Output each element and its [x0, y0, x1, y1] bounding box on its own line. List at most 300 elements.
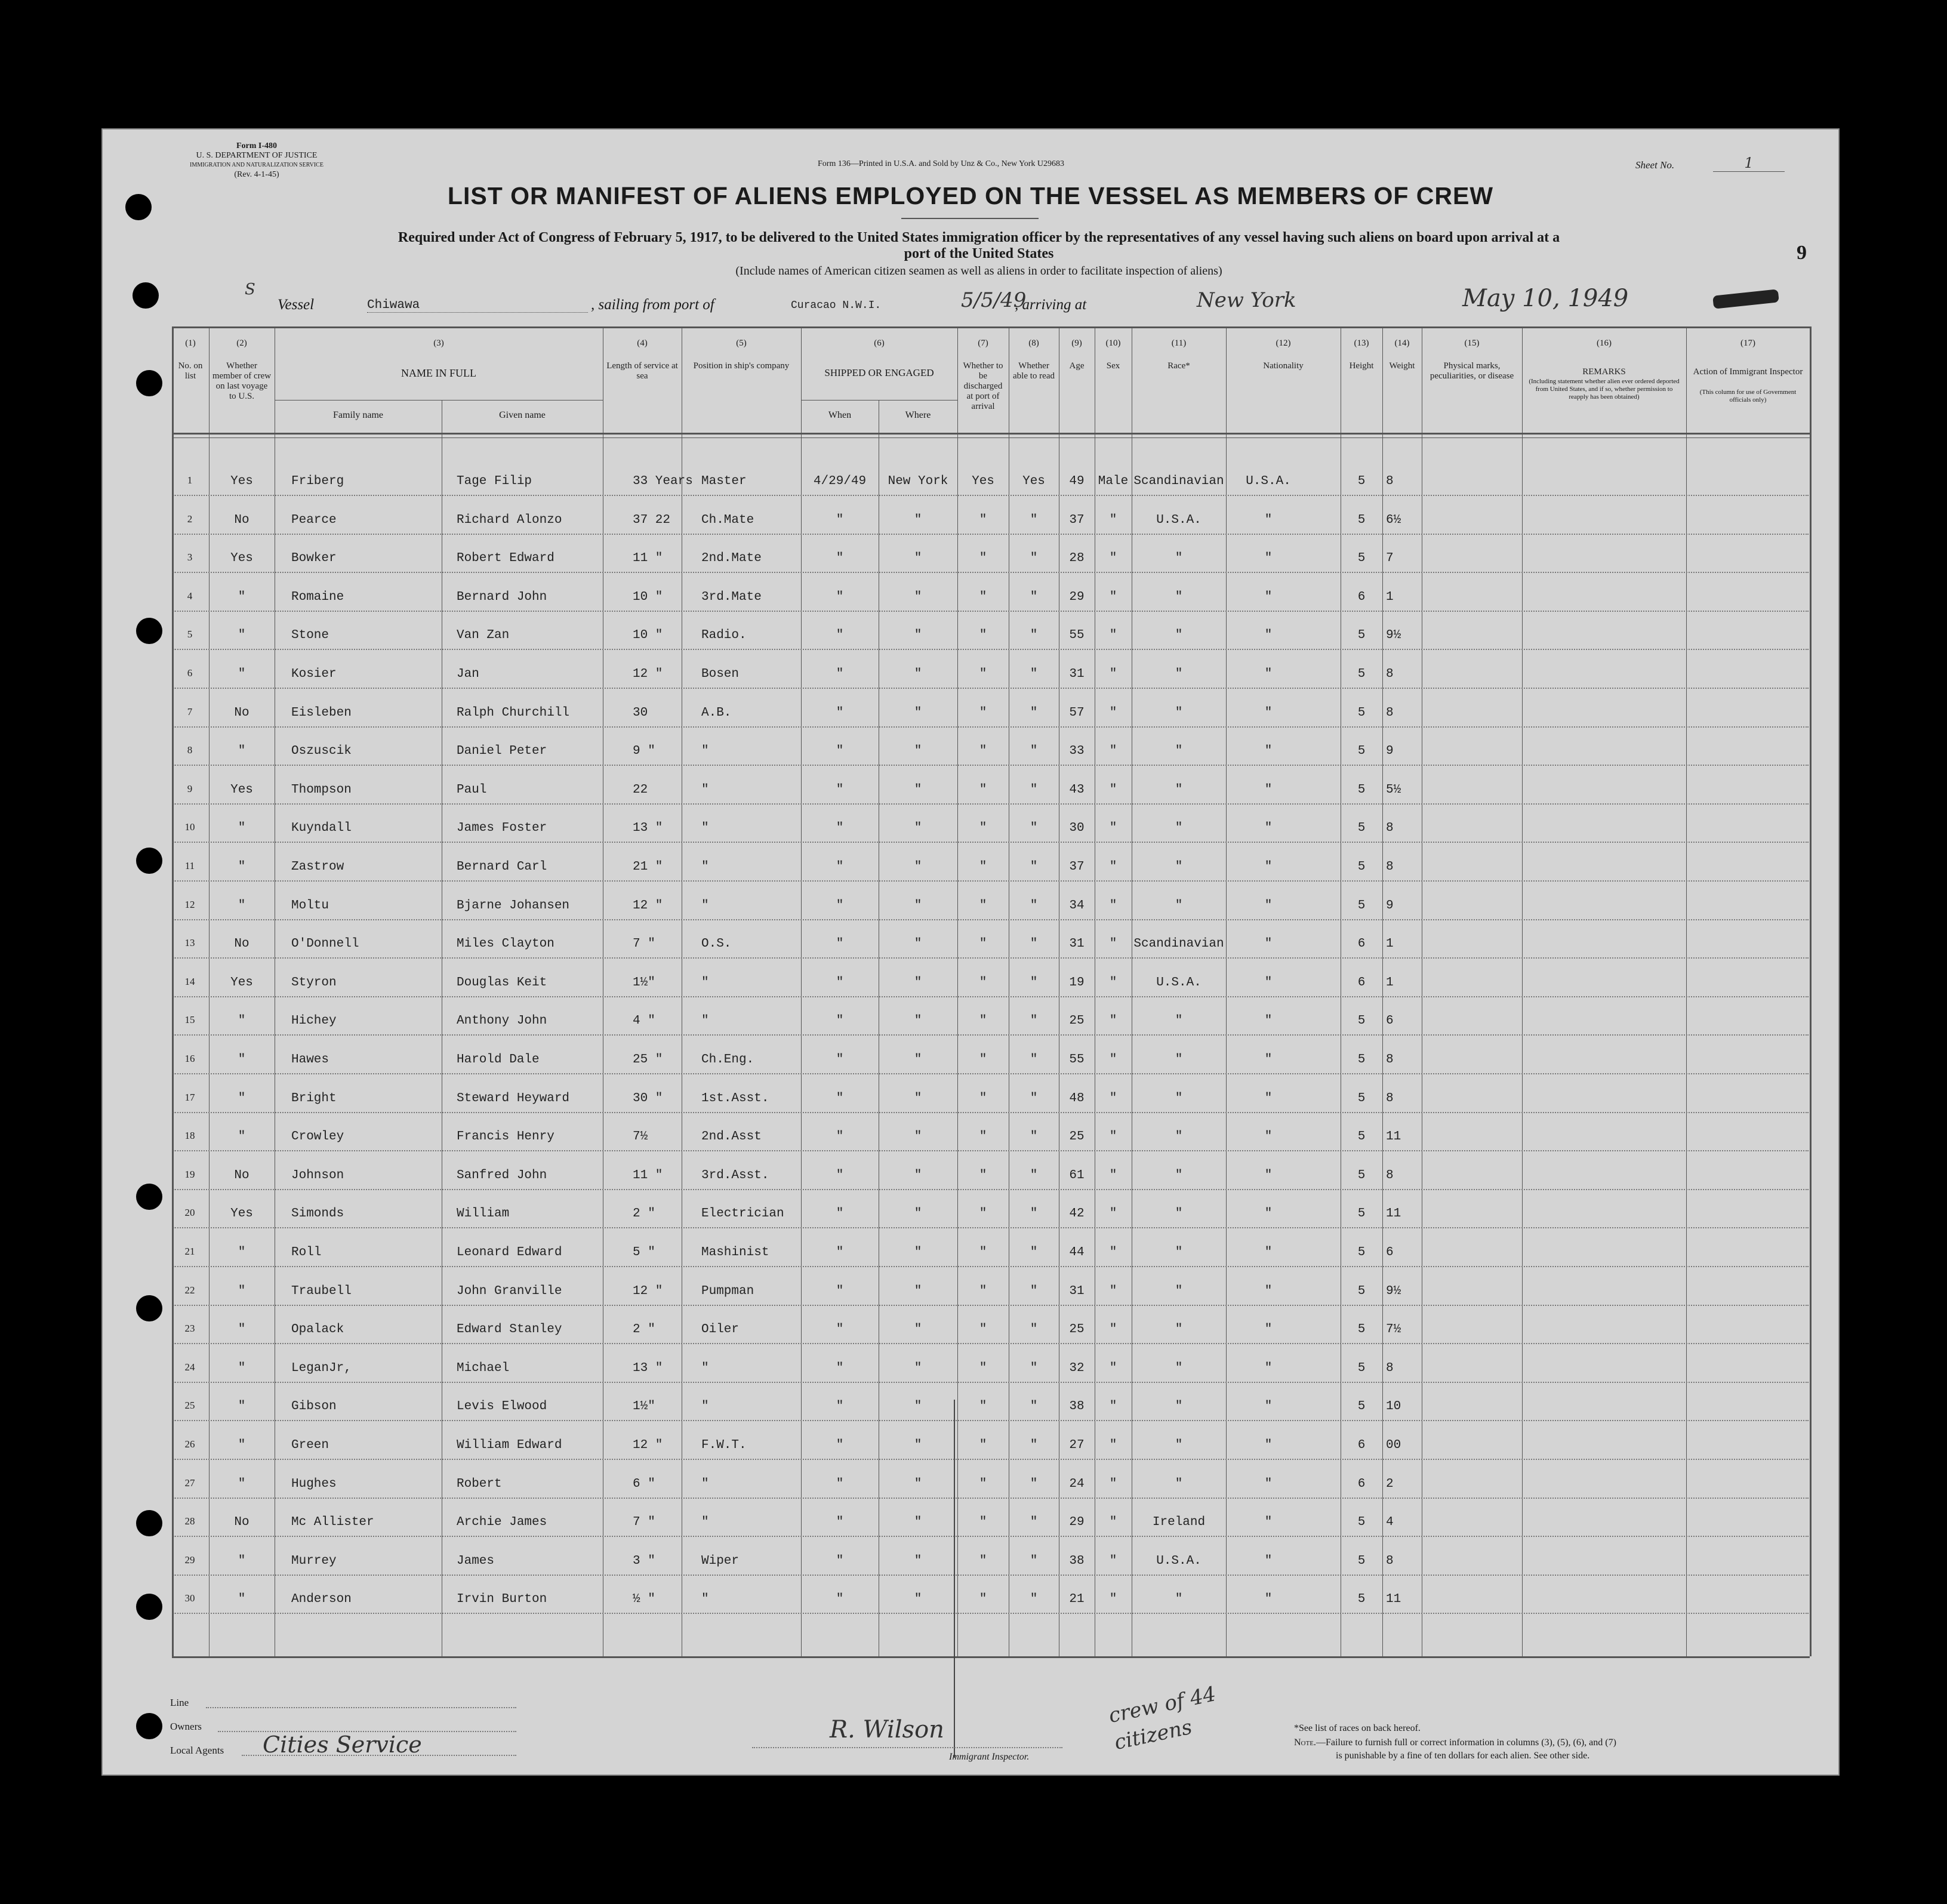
cell-last: Yes: [230, 975, 253, 990]
shipped-when-header: When: [828, 410, 852, 420]
cell-given: Sanfred John: [457, 1168, 547, 1182]
cell-height: 5: [1357, 860, 1366, 874]
cell-no: 12: [184, 898, 195, 910]
cell-no: 22: [184, 1284, 195, 1296]
cell-weight: 9: [1386, 898, 1394, 913]
cell-no: 21: [184, 1246, 195, 1257]
cell-when: ": [836, 552, 844, 566]
cell-given: Irvin Burton: [457, 1592, 547, 1607]
column-header-c2: Whether member of crew on last voyage to U.S.: [212, 361, 272, 401]
cell-position: Pumpman: [701, 1284, 754, 1298]
cell-height: 5: [1357, 1091, 1366, 1105]
cell-no: 2: [187, 513, 193, 525]
cell-family: Oszuscik: [291, 744, 352, 759]
cell-given: Van Zan: [457, 628, 510, 643]
punch-hole: [136, 1295, 162, 1321]
cell-height: 5: [1357, 782, 1366, 797]
cell-last: ": [238, 1323, 246, 1337]
cell-service: 5 ": [633, 1246, 655, 1259]
cell-service: 12 ": [633, 1438, 663, 1452]
cell-weight: 8: [1386, 475, 1394, 488]
cell-weight: 6: [1386, 1014, 1394, 1028]
note-text-2: is punishable by a fine of ten dollars for each alien. See other side.: [1336, 1751, 1590, 1761]
crew-note: crew of 44 citizens: [1106, 1682, 1218, 1755]
vessel-prefix: S: [245, 281, 255, 298]
cell-no: 8: [187, 744, 193, 756]
cell-given: Anthony John: [457, 1014, 547, 1028]
cell-height: 5: [1357, 744, 1366, 759]
cell-family: Eisleben: [291, 705, 352, 720]
cell-height: 5: [1357, 1323, 1366, 1337]
cell-weight: 11: [1386, 1130, 1401, 1144]
cell-disch: ": [979, 782, 987, 797]
cell-service: 11 ": [633, 552, 663, 566]
column-header-c4: Length of service at sea: [606, 361, 678, 381]
cell-service: 7 ": [633, 937, 655, 951]
column-header-c13: Height: [1349, 361, 1374, 371]
cell-sex: ": [1109, 1246, 1117, 1259]
cell-height: 5: [1357, 667, 1366, 681]
cell-no: 17: [184, 1091, 195, 1103]
cell-last: No: [234, 1168, 249, 1182]
row-rule: [173, 1266, 1809, 1267]
cell-position: ": [701, 1014, 709, 1028]
cell-no: 25: [184, 1400, 195, 1412]
row-rule: [173, 957, 1809, 959]
cell-position: 1st.Asst.: [701, 1091, 769, 1105]
cell-when: ": [836, 1592, 844, 1607]
cell-nat: ": [1264, 1207, 1273, 1221]
punch-hole: [136, 1184, 162, 1210]
cell-no: 7: [187, 705, 193, 717]
cell-read: ": [1030, 1091, 1038, 1105]
row-rule: [173, 1420, 1809, 1421]
cell-disch: ": [979, 1130, 987, 1144]
cell-nat: ": [1264, 667, 1273, 681]
cell-weight: 11: [1386, 1207, 1401, 1221]
cell-height: 5: [1357, 1515, 1366, 1530]
cell-age: 55: [1069, 628, 1085, 643]
cell-nat: ": [1264, 552, 1273, 566]
cell-position: Bosen: [701, 667, 740, 681]
cell-read: ": [1030, 590, 1038, 604]
cell-sex: ": [1109, 937, 1117, 951]
cell-no: 14: [184, 975, 195, 987]
punch-hole: [136, 618, 162, 644]
cell-race: ": [1175, 782, 1183, 797]
cell-age: 57: [1069, 705, 1085, 720]
cell-nat: ": [1264, 821, 1273, 836]
cell-no: 19: [184, 1168, 195, 1180]
cell-disch: ": [979, 1014, 987, 1028]
cell-age: 38: [1069, 1554, 1085, 1568]
column-header-c5: Position in ship's company: [693, 361, 790, 371]
cell-family: Green: [291, 1438, 329, 1452]
cell-no: 10: [184, 821, 195, 833]
vessel-name: Chiwawa: [367, 298, 588, 313]
cell-position: ": [701, 782, 709, 797]
cell-where: ": [914, 1284, 922, 1298]
cell-read: ": [1030, 860, 1038, 874]
cell-service: 7½: [633, 1130, 648, 1144]
cell-when: ": [836, 1246, 844, 1259]
form-id-block: [173, 141, 340, 180]
cell-weight: 00: [1386, 1438, 1401, 1452]
cell-disch: ": [979, 1053, 987, 1067]
cell-no: 6: [187, 667, 193, 679]
column-divider: [1686, 326, 1687, 1656]
cell-last: ": [238, 1284, 246, 1298]
cell-service: 13 ": [633, 821, 663, 836]
cell-disch: ": [979, 975, 987, 990]
cell-height: 6: [1357, 975, 1366, 990]
cell-service: 11 ": [633, 1168, 663, 1182]
cell-read: ": [1030, 1168, 1038, 1182]
cell-no: 9: [187, 782, 193, 794]
cell-where: ": [914, 1554, 922, 1568]
note-label: Note.: [1294, 1737, 1316, 1748]
row-rule: [173, 1150, 1809, 1151]
cell-read: ": [1030, 1284, 1038, 1298]
cell-last: Yes: [230, 552, 253, 566]
cell-where: ": [914, 1592, 922, 1607]
cell-family: Romaine: [291, 590, 344, 604]
cell-given: Tage Filip: [457, 475, 532, 488]
cell-when: ": [836, 1554, 844, 1568]
cell-position: ": [701, 1515, 709, 1530]
cell-nat: ": [1264, 1014, 1273, 1028]
cell-no: 23: [184, 1323, 195, 1335]
cell-weight: 1: [1386, 590, 1394, 604]
column-header-c14: Weight: [1389, 361, 1415, 371]
cell-last: ": [238, 1130, 246, 1144]
cell-weight: 7: [1386, 552, 1394, 566]
cell-last: No: [234, 513, 249, 527]
cell-family: Anderson: [291, 1592, 352, 1607]
row-rule: [173, 1459, 1809, 1460]
cell-nat: ": [1264, 782, 1273, 797]
cell-age: 27: [1069, 1438, 1085, 1452]
cell-height: 5: [1357, 1014, 1366, 1028]
cell-last: ": [238, 898, 246, 913]
cell-nat: ": [1264, 705, 1273, 720]
cell-last: ": [238, 1053, 246, 1067]
cell-position: 3rd.Asst.: [701, 1168, 769, 1182]
cell-race: Scandinavian: [1133, 475, 1224, 488]
cell-race: ": [1175, 898, 1183, 913]
cell-family: Hughes: [291, 1477, 337, 1491]
cell-where: ": [914, 1477, 922, 1491]
cell-given: Bernard Carl: [457, 860, 547, 874]
cell-nat: ": [1264, 1323, 1273, 1337]
cell-read: ": [1030, 1246, 1038, 1259]
sailing-date: 5/5/49: [961, 288, 1027, 312]
cell-position: 2nd.Mate: [701, 552, 762, 566]
cell-race: ": [1175, 821, 1183, 836]
column-header-c3: NAME IN FULL: [401, 367, 476, 379]
cell-weight: 6½: [1386, 513, 1401, 527]
row-rule: [173, 726, 1809, 728]
cell-position: A.B.: [701, 705, 732, 720]
column-divider: [1382, 326, 1383, 1656]
cell-where: ": [914, 1014, 922, 1028]
row-rule: [173, 1034, 1809, 1036]
department: U. S. DEPARTMENT OF JUSTICE: [196, 151, 318, 160]
cell-no: 11: [184, 860, 195, 871]
cell-height: 5: [1357, 513, 1366, 527]
column-number-c6: (6): [874, 338, 885, 348]
cell-given: Bjarne Johansen: [457, 898, 570, 913]
cell-service: 21 ": [633, 860, 663, 874]
cell-sex: ": [1109, 667, 1117, 681]
cell-given: Steward Heyward: [457, 1091, 570, 1105]
cell-nat: ": [1264, 590, 1273, 604]
row-rule: [173, 1305, 1809, 1306]
cell-sex: ": [1109, 628, 1117, 643]
cell-disch: ": [979, 1515, 987, 1530]
cell-weight: 4: [1386, 1515, 1394, 1530]
cell-height: 5: [1357, 1361, 1366, 1375]
cell-sex: ": [1109, 1438, 1117, 1452]
cell-service: ½ ": [633, 1592, 655, 1607]
service-name: IMMIGRATION AND NATURALIZATION SERVICE: [190, 162, 324, 168]
cell-height: 5: [1357, 628, 1366, 643]
punch-hole: [136, 1713, 162, 1739]
cell-weight: 1: [1386, 937, 1394, 951]
page-number: 9: [1797, 242, 1807, 264]
cell-where: ": [914, 1207, 922, 1221]
cell-position: Wiper: [701, 1554, 740, 1568]
column-header-c7: Whether to be discharged at port of arrival: [963, 361, 1003, 411]
cell-where: ": [914, 744, 922, 759]
cell-given: Miles Clayton: [457, 937, 554, 951]
cell-age: 30: [1069, 821, 1085, 836]
cell-where: ": [914, 1053, 922, 1067]
cell-family: Traubell: [291, 1284, 352, 1298]
column-number-c13: (13): [1354, 338, 1369, 348]
cell-service: 9 ": [633, 744, 655, 759]
cell-weight: 8: [1386, 821, 1394, 836]
cell-position: Ch.Mate: [701, 513, 754, 527]
cell-weight: 10: [1386, 1400, 1401, 1414]
cell-sex: ": [1109, 1168, 1117, 1182]
legal-note: [1294, 1737, 1616, 1748]
cell-nat: ": [1264, 975, 1273, 990]
cell-where: ": [914, 513, 922, 527]
cell-given: Harold Dale: [457, 1053, 540, 1067]
cell-service: 37 22: [633, 513, 671, 527]
cell-weight: 11: [1386, 1592, 1401, 1607]
cell-age: 25: [1069, 1014, 1085, 1028]
cell-disch: ": [979, 1438, 987, 1452]
cell-when: ": [836, 1091, 844, 1105]
cell-sex: ": [1109, 782, 1117, 797]
column-number-c10: (10): [1105, 338, 1121, 348]
cell-age: 38: [1069, 1400, 1085, 1414]
punch-hole: [133, 282, 159, 309]
punch-hole: [136, 848, 162, 874]
cell-last: No: [234, 937, 249, 951]
cell-no: 29: [184, 1554, 195, 1566]
cell-when: ": [836, 705, 844, 720]
cell-nat: ": [1264, 937, 1273, 951]
local-agents-value: Cities Service: [263, 1732, 422, 1758]
cell-sex: ": [1109, 513, 1117, 527]
cell-where: ": [914, 590, 922, 604]
column-number-c3: (3): [433, 338, 444, 348]
cell-last: ": [238, 1400, 246, 1414]
column-note-c17: (This column for use of Government officials only): [1699, 389, 1797, 403]
cell-given: Ralph Churchill: [457, 705, 570, 720]
cell-sex: ": [1109, 1515, 1117, 1530]
cell-when: ": [836, 744, 844, 759]
cell-sex: ": [1109, 1053, 1117, 1067]
cell-weight: 8: [1386, 667, 1394, 681]
cell-when: ": [836, 898, 844, 913]
cell-given: Bernard John: [457, 590, 547, 604]
cell-service: 10 ": [633, 628, 663, 643]
cell-sex: ": [1109, 1592, 1117, 1607]
cell-position: Oiler: [701, 1323, 740, 1337]
cell-family: Bright: [291, 1091, 337, 1105]
row-rule: [173, 803, 1809, 805]
cell-where: ": [914, 1130, 922, 1144]
cell-read: ": [1030, 821, 1038, 836]
column-divider: [957, 326, 958, 1656]
row-rule: [173, 1343, 1809, 1344]
cell-sex: ": [1109, 1284, 1117, 1298]
cell-race: ": [1175, 667, 1183, 681]
cell-read: ": [1030, 1438, 1038, 1452]
column-note-c16: (Including statement whether alien ever ordered deported from United States, and if so, whether permission to reapply has been obtained): [1529, 378, 1680, 400]
column-header-c15: Physical marks, peculiarities, or disease: [1430, 361, 1514, 381]
column-number-c7: (7): [978, 338, 988, 348]
cell-disch: ": [979, 1168, 987, 1182]
cell-position: F.W.T.: [701, 1438, 747, 1452]
row-rule: [173, 1536, 1809, 1537]
cell-age: 24: [1069, 1477, 1085, 1491]
manifest-sheet: [101, 128, 1840, 1776]
cell-when: ": [836, 821, 844, 836]
row-rule: [173, 1382, 1809, 1383]
cell-nat: ": [1264, 860, 1273, 874]
arrival-date: May 10, 1949: [1462, 285, 1629, 312]
cell-age: 37: [1069, 513, 1085, 527]
column-header-c1: No. on list: [178, 361, 203, 381]
cell-nat: ": [1264, 1246, 1273, 1259]
cell-nat: ": [1264, 1515, 1273, 1530]
row-rule: [173, 1498, 1809, 1499]
cell-last: ": [238, 1091, 246, 1105]
cell-race: ": [1175, 1438, 1183, 1452]
cell-service: 30: [633, 705, 648, 720]
cell-weight: 9: [1386, 744, 1394, 759]
cell-family: Zastrow: [291, 860, 344, 874]
cell-age: 43: [1069, 782, 1085, 797]
row-rule: [173, 765, 1809, 766]
cell-race: ": [1175, 705, 1183, 720]
cell-height: 5: [1357, 1168, 1366, 1182]
cell-disch: ": [979, 590, 987, 604]
cell-position: Ch.Eng.: [701, 1053, 754, 1067]
cell-disch: ": [979, 937, 987, 951]
column-header-c16: REMARKS: [1582, 367, 1626, 377]
cell-disch: ": [979, 1284, 987, 1298]
cell-read: ": [1030, 1053, 1038, 1067]
cell-no: 24: [184, 1361, 195, 1373]
cell-given: Douglas Keit: [457, 975, 547, 990]
cell-disch: ": [979, 821, 987, 836]
cell-where: ": [914, 1361, 922, 1375]
cell-race: ": [1175, 1477, 1183, 1491]
cell-read: ": [1030, 513, 1038, 527]
cell-sex: ": [1109, 1361, 1117, 1375]
cell-race: ": [1175, 1246, 1183, 1259]
cell-where: ": [914, 782, 922, 797]
cell-read: ": [1030, 628, 1038, 643]
cell-disch: ": [979, 1592, 987, 1607]
cell-position: O.S.: [701, 937, 732, 951]
cell-disch: ": [979, 628, 987, 643]
cell-disch: ": [979, 705, 987, 720]
cell-last: ": [238, 744, 246, 759]
cell-weight: 8: [1386, 1053, 1394, 1067]
column-number-c2: (2): [236, 338, 247, 348]
row-rule: [173, 534, 1809, 535]
cell-service: 13 ": [633, 1361, 663, 1375]
cell-disch: ": [979, 667, 987, 681]
cell-service: 12 ": [633, 898, 663, 913]
cell-read: ": [1030, 1515, 1038, 1530]
cell-height: 6: [1357, 1477, 1366, 1491]
form-number: Form I-480: [236, 141, 278, 150]
cell-read: ": [1030, 705, 1038, 720]
row-rule: [173, 1575, 1809, 1576]
cell-nat: ": [1264, 1554, 1273, 1568]
cell-nat: U.S.A.: [1246, 475, 1291, 488]
column-header-c17: Action of Immigrant Inspector: [1693, 367, 1803, 377]
inspector-label: Immigrant Inspector.: [949, 1752, 1030, 1762]
cell-height: 5: [1357, 552, 1366, 566]
cell-weight: 8: [1386, 1361, 1394, 1375]
cell-height: 5: [1357, 1400, 1366, 1414]
cell-service: 1½": [633, 975, 655, 990]
column-divider: [1522, 326, 1523, 1656]
cell-sex: ": [1109, 975, 1117, 990]
cell-given: Daniel Peter: [457, 744, 547, 759]
punch-hole: [136, 370, 162, 396]
cell-nat: ": [1264, 1053, 1273, 1067]
cell-family: Bowker: [291, 552, 337, 566]
column-number-c5: (5): [736, 338, 747, 348]
cell-disch: ": [979, 1246, 987, 1259]
cell-height: 5: [1357, 475, 1366, 488]
cell-height: 5: [1357, 705, 1366, 720]
cell-family: LeganJr,: [291, 1361, 352, 1375]
cell-age: 37: [1069, 860, 1085, 874]
cell-nat: ": [1264, 1168, 1273, 1182]
cell-family: Johnson: [291, 1168, 344, 1182]
cell-no: 5: [187, 628, 193, 640]
cell-last: ": [238, 628, 246, 643]
cell-disch: ": [979, 1400, 987, 1414]
cell-race: U.S.A.: [1156, 513, 1202, 527]
row-rule: [173, 688, 1809, 689]
local-agents-label: Local Agents: [170, 1745, 224, 1756]
cell-when: ": [836, 1168, 844, 1182]
page-title: LIST OR MANIFEST OF ALIENS EMPLOYED ON THE VESSEL AS MEMBERS OF CREW: [447, 182, 1494, 209]
row-rule: [173, 1613, 1809, 1614]
